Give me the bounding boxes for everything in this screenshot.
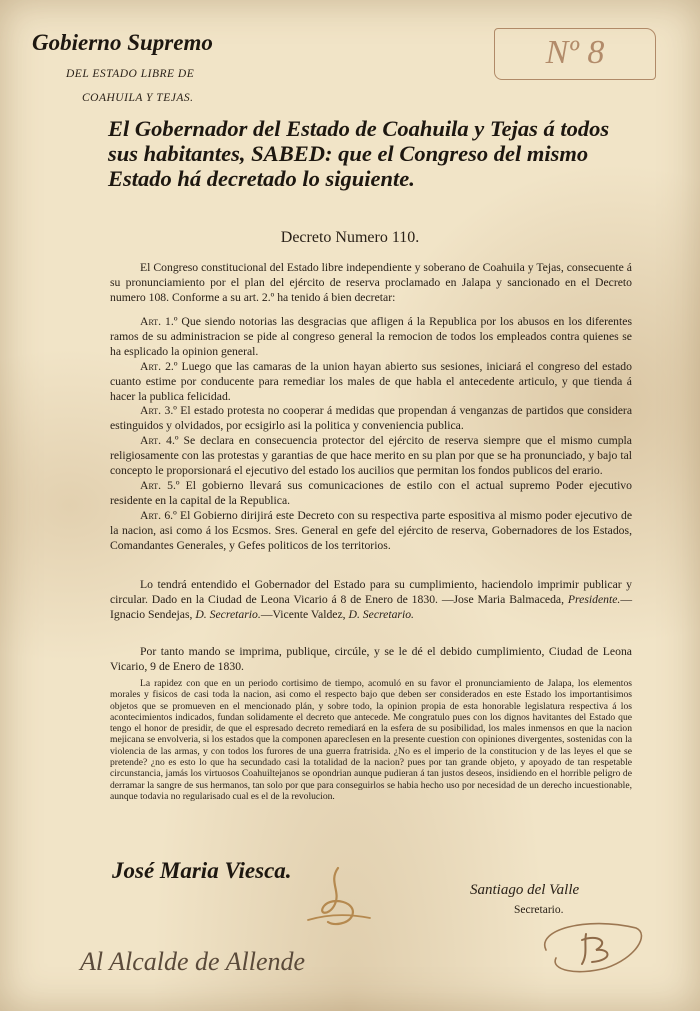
closing-paragraph: [110, 578, 632, 623]
secretary-rubric-icon: [526, 910, 656, 985]
article-label: Art. 4.º: [140, 434, 179, 448]
issuer-line-2: DEL ESTADO LIBRE DE: [66, 68, 195, 80]
number-annotation: Nº 8: [494, 28, 656, 80]
article-text: El estado protesta no cooperar á medidas que propendan á venganzas de partidos que considera estinguidos y olvidados, por ecsigirlo asi la politica y conveniencia publica.: [110, 404, 633, 433]
articles-list: [110, 315, 632, 554]
closing-text: Lo tendrá entendido el Gobernador del Estado para su cumplimiento, haciendolo imprimir publicar y circular. Dado en la Ciudad de Leona Vicario á 8 de Enero de 1830.: [110, 578, 632, 606]
decree-intro: [110, 261, 632, 306]
governor-rubric-icon: [298, 862, 378, 932]
signatory-2-role: D. Secretario.: [195, 607, 261, 621]
final-order-text: Por tanto mando se imprima, publique, circúle, y se le dé el debido cumplimiento, Ciudad de Leona Vicario, 9 de Enero de 1830.: [110, 645, 632, 673]
article-label: Art. 2.º: [140, 359, 178, 373]
article-4: [110, 434, 632, 479]
signatory-2: —Ignacio Sendejas,: [110, 592, 633, 621]
signatory-3: —Vicente Valdez,: [260, 607, 346, 621]
article-1: [110, 315, 632, 360]
article-label: Art. 5.º: [140, 478, 180, 492]
governor-signature-name: José Maria Viesca.: [112, 858, 292, 883]
secretary-title: Secretario.: [514, 904, 564, 916]
article-text: El Gobierno dirijirá este Decreto con su respectiva parte espositiva al mismo poder ejecutivo de la nacion, asi como á los Ecsmos. Sres. General en gefe del ejército de reserva, Gobernadores de los Estados, Comandantes Generales, y Gefes politicos de los territorios.: [110, 508, 633, 552]
article-label: Art. 3.º: [140, 404, 177, 418]
article-text: Que siendo notorias las desgracias que afligen á la Republica por los abusos en los diferentes ramos de su administracion se pide al congreso general la remocion de todos los empleados contra quienes se ha esplicado la opinion general.: [110, 315, 633, 358]
article-label: Art. 1.º: [140, 315, 178, 328]
issuer-line-3: COAHUILA Y TEJAS.: [82, 92, 194, 104]
article-2: [110, 360, 632, 405]
article-5: [110, 479, 632, 509]
article-text: Luego que las camaras de la union hayan abierto sus sesiones, iniciará el congreso del estado cuanto estime por conducente para remediar los males de que habla el antecedente articulo, y que tienda á hacer la publica felicidad.: [110, 359, 632, 403]
decree-title: Decreto Numero 110.: [280, 229, 420, 246]
explanatory-text: La rapidez con que en un periodo cortisimo de tiempo, acomuló en su favor el pronunciamiento de Jalapa, los elementos morales y fisicos de casi toda la nacion, asi como el respecto bajo que deben ser considerados en este Estado los importantisimos objetos que se promueven en el mencionado plán, y sobre todo, la opinion propia de esta honorable legislatura respectiva á los acontecimientos indicados, fundan solidamente el decreto que antecede. Me congratulo pues con los dignos havitantes del Estado que tengo el honor de presidir, de que el espresado decreto remediará en la esfera de su posibilidad, los males inmensos en que la nacion mejicana se envolveria, si los estados que la componen aparecIesen en la presente cuestion con opiniones divergentes, sostenidas con la violencia de las armas, y con todos los furores de una guerra fratrisida. ¿No es el imperio de la constitucion y de las leyes el que se pretende? ¿no es esto lo que ha secundado casi la totalidad de la nacion? pues por tan grande objeto, y apoyado de tan respetable circunstancia, jamás los virtuosos Coahuiltejanos se opondrian aunque pudieran á tan justos deseos, insidiendo en el horrible peligro de derramar la sangre de sus hermanos, tan solo por que para conseguirlos se habia hecho uso por necesidad de un derecho incuestionable, aunque todavia no regularisado cual es el de la revolucion.: [110, 678, 632, 802]
final-order: [110, 645, 632, 675]
signatory-1: —Jose Maria Balmaceda,: [441, 592, 565, 606]
article-label: Art. 6.º: [140, 508, 177, 522]
article-3: [110, 404, 632, 434]
handwritten-address: [76, 930, 336, 990]
handwritten-address-text: Al Alcalde de Allende: [80, 947, 306, 976]
article-6: [110, 509, 632, 554]
article-text: Se declara en consecuencia protector del ejército de reserva siempre que el mismo cumpla religiosamente con las protestas y garantias de que hace merito en su plan por que se ha pronunciado, y bajo tal concepto le proporsionará el ejecutivo del estado los aucilios que permitan los fondos publicos del erario.: [110, 434, 632, 478]
signatory-3-role: D. Secretario.: [348, 607, 414, 621]
decree-header: El Gobernador del Estado de Coahuila y Tejas á todos sus habitantes, SABED: que el Congreso del mismo Estado há decretado lo siguiente.: [108, 116, 610, 191]
issuer-title: Gobierno Supremo: [32, 30, 213, 55]
explanatory-paragraph: [110, 678, 632, 802]
secretary-name: Santiago del Valle: [470, 882, 580, 898]
article-text: El gobierno llevará sus comunicaciones de estilo con el actual supremo Poder ejecutivo residente en la capital de la Republica.: [110, 478, 632, 507]
signatory-1-role: Presidente.: [567, 592, 621, 606]
decree-intro-text: El Congreso constitucional del Estado libre independiente y soberano de Coahuila y Tejas, consecuente á su pronunciamiento por el plan del ejército de reserva proclamado en Jalapa y sancionado en el Decreto numero 108. Conforme a su art. 2.º ha tenido á bien decretar:: [110, 261, 632, 304]
